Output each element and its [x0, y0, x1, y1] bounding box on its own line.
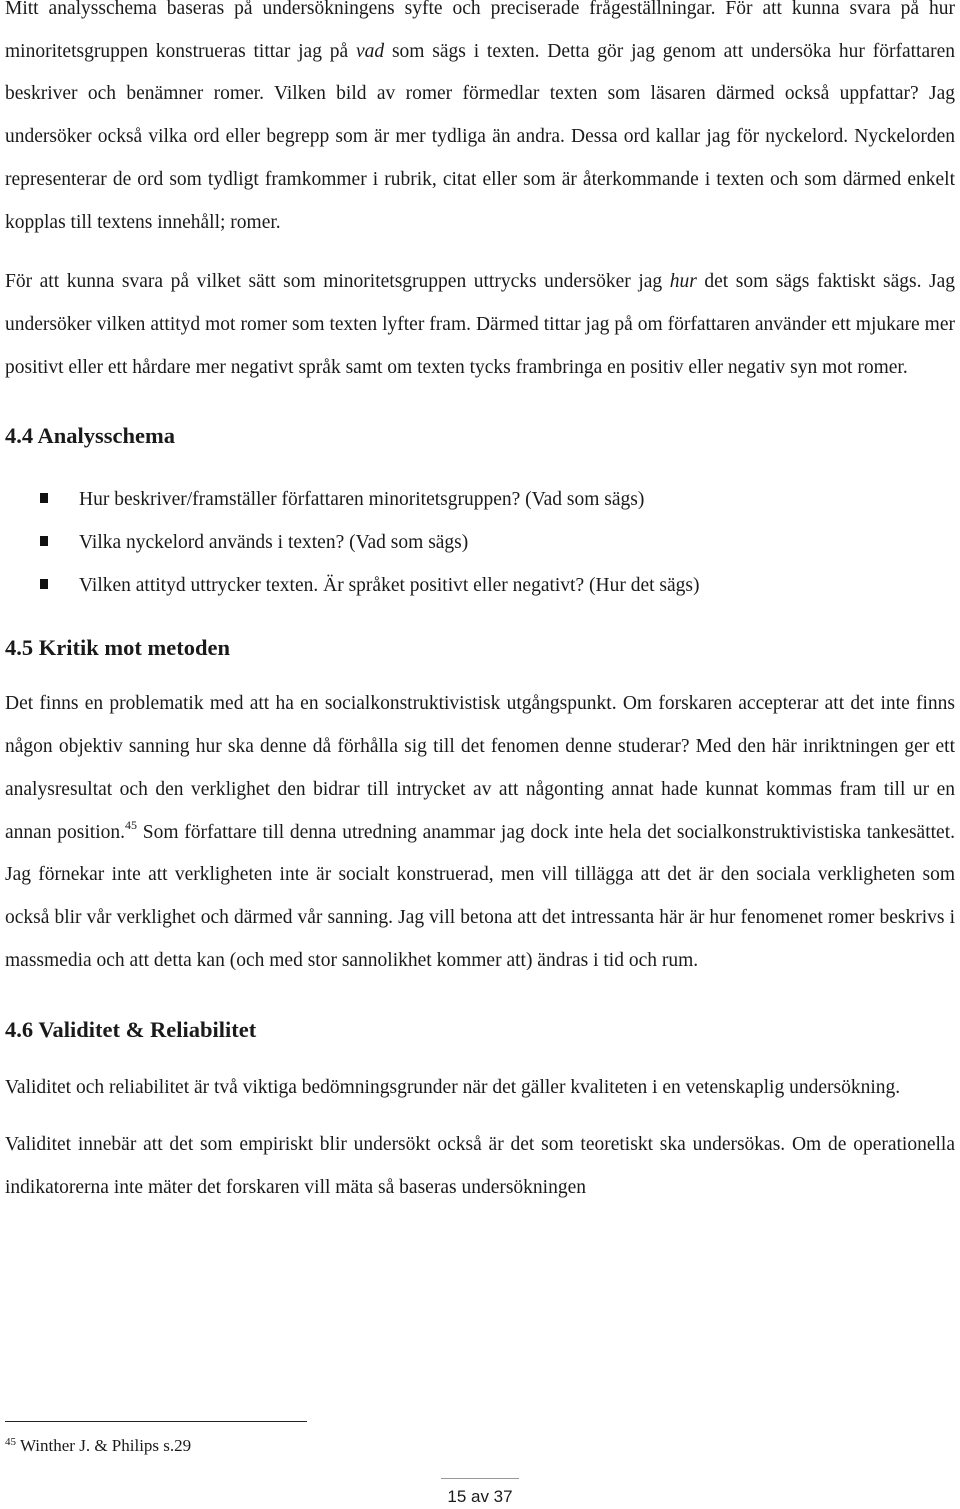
paragraph-text: För att kunna svara på vilket sätt som minoritetsgruppen uttrycks undersöker jag: [5, 271, 670, 293]
paragraph-text: det som sägs faktiskt sägs. Jag undersöker vilken attityd mot romer som texten lyfter fram. Därmed tittar jag på om författaren använder ett mjukare mer positivt eller ett hårdare mer negativt språk samt om texten tycks frambringa en positiv eller negativ syn mot romer.: [5, 271, 956, 378]
paragraph-text: Mitt analysschema baseras på undersökningens syfte och preciserade frågeställningar. För att kunna svara på hur minoritetsgruppen konstrueras tittar jag på: [5, 0, 955, 62]
paragraph-text: Det finns en problematik med att ha en socialkonstruktivistisk utgångspunkt. Om forskaren accepterar att det inte finns någon objektiv sanning hur ska denne då förhålla sig till det fenomen denne studerar? Med den här inriktningen ger ett analysresultat och den verklighet den bidrar till intrycket av att någonting annat hade kunnat kommas fram till ur en annan position.: [5, 693, 955, 843]
bullet-square-icon: [40, 493, 48, 503]
list-item-text: Vilka nyckelord används i texten? (Vad som sägs): [79, 532, 469, 554]
footnote-number: 45: [5, 1436, 16, 1448]
list-item: [5, 479, 955, 522]
list-item-text: Hur beskriver/framställer författaren minoritetsgruppen? (Vad som sägs): [79, 489, 645, 511]
bullet-square-icon: [40, 536, 48, 546]
section-heading-4-6: 4.6 Validitet & Reliabilitet: [5, 1017, 257, 1043]
bullet-square-icon: [40, 579, 48, 589]
paragraph-validity-definition: Validitet innebär att det som empiriskt blir undersökt också är det som teoretiskt ska undersökas. Om de operationella indikatorerna inte mäter det forskaren vill mäta så baseras undersökningen: [5, 1134, 955, 1198]
footnote-separator: [5, 1421, 307, 1422]
paragraph-analysis-basis: [5, 0, 955, 244]
page-number: 15 av 37: [447, 1487, 513, 1506]
section-heading-4-4: 4.4 Analysschema: [5, 423, 176, 449]
footnote-text: Winther J. & Philips s.29: [16, 1436, 192, 1455]
section-heading-4-5: 4.5 Kritik mot metoden: [5, 635, 230, 661]
paragraph-method-critique: [5, 683, 955, 982]
paragraph-validity-intro: Validitet och reliabilitet är två viktiga bedömningsgrunder när det gäller kvaliteten i en vetenskaplig undersökning.: [5, 1077, 901, 1099]
analysis-questions-list: [5, 479, 955, 607]
footnote: [5, 1435, 191, 1457]
list-item: [5, 522, 955, 565]
footnote-reference[interactable]: 45: [125, 817, 138, 832]
paragraph-how-expressed: [5, 261, 955, 389]
list-item-text: Vilken attityd uttrycker texten. Är språket positivt eller negativt? (Hur det sägs): [79, 574, 700, 596]
page-number-separator: [441, 1478, 519, 1479]
paragraph-text: som sägs i texten. Detta gör jag genom att undersöka hur författaren beskriver och benämner romer. Vilken bild av romer förmedlar texten som läsaren därmed också uppfattar? Jag undersöker också vilka ord eller begrepp som är mer tydliga än andra. Dessa ord kallar jag för nyckelord. Nyckelorden representerar de ord som tydligt framkommer i rubrik, citat eller som är återkommande i texten och som därmed enkelt kopplas till textens innehåll; romer.: [5, 40, 955, 233]
emphasis-hur: hur: [669, 271, 697, 293]
emphasis-vad: vad: [356, 40, 385, 62]
document-page: [5, 0, 955, 1209]
paragraph-text: Som författare till denna utredning anammar jag dock inte hela det socialkonstruktivistiska tankesättet. Jag förnekar inte att verkligheten inte är socialt konstruerad, men vill tillägga att det är den sociala verkligheten som också blir vår verklighet och därmed vår sanning. Jag vill betona att det intressanta här är hur fenomenet romer beskrivs i massmedia och att detta kan (och med stor sannolikhet kommer att) ändras i tid och rum.: [5, 821, 955, 971]
list-item: [5, 565, 955, 608]
